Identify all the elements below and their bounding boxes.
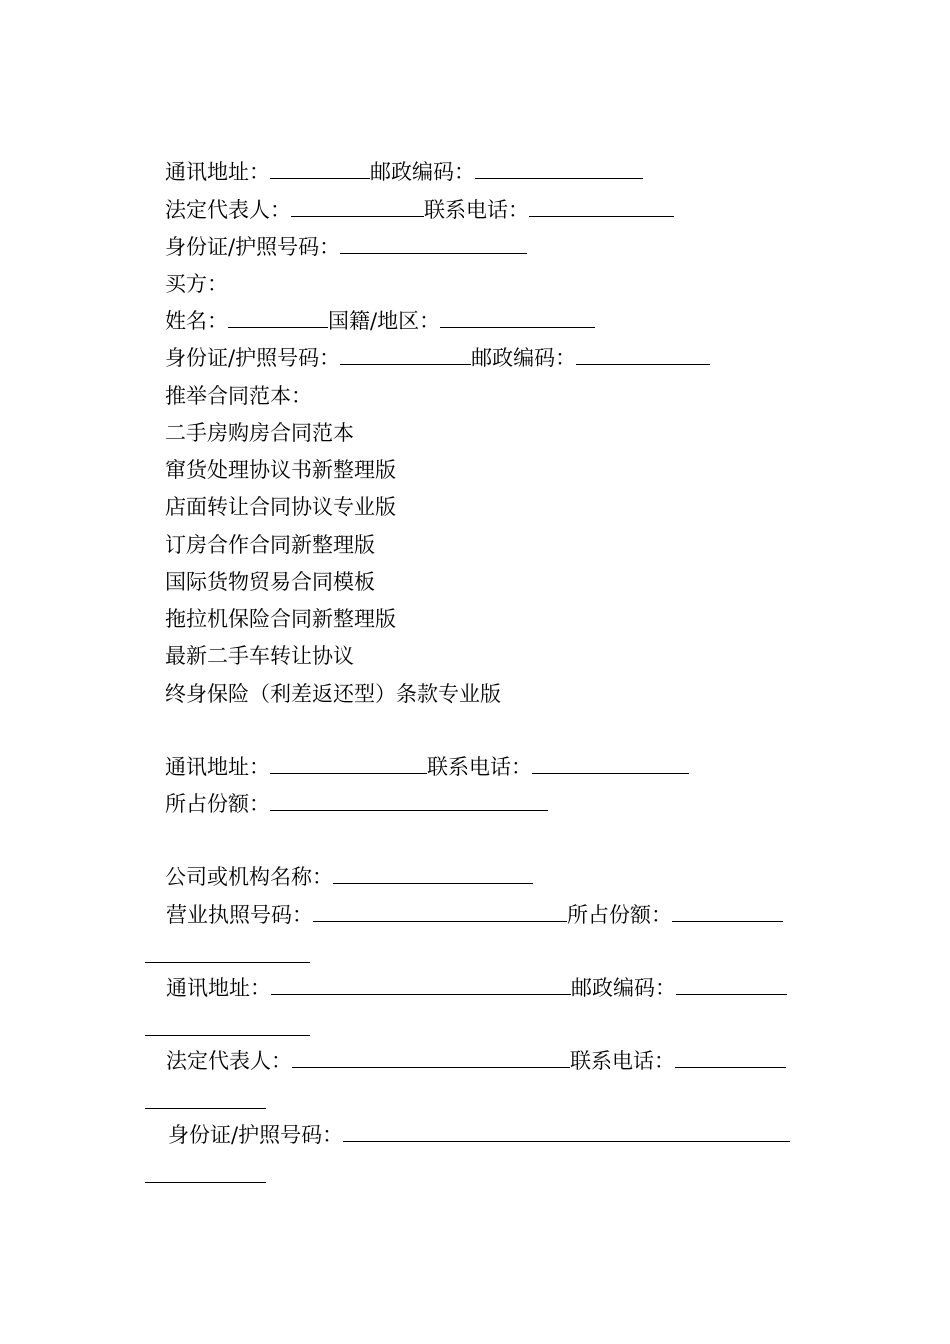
template-link[interactable]: 国际货物贸易合同模板 bbox=[165, 570, 375, 594]
seller-address-line bbox=[165, 156, 643, 188]
template-link[interactable]: 窜货处理协议书新整理版 bbox=[165, 458, 396, 482]
buyer-postcode-label: 邮政编码： bbox=[471, 346, 577, 370]
buyer-name-label: 姓名： bbox=[165, 309, 228, 333]
person-phone-blank[interactable] bbox=[532, 752, 689, 774]
seller-id-blank[interactable] bbox=[340, 232, 527, 254]
seller-postcode-label: 邮政编码： bbox=[370, 160, 475, 184]
company-phone-label: 联系电话： bbox=[570, 1049, 675, 1073]
person-address-label: 通讯地址： bbox=[165, 755, 270, 779]
seller-id-label: 身份证/护照号码： bbox=[165, 235, 341, 259]
company-address-line bbox=[166, 972, 787, 1004]
company-name-label: 公司或机构名称： bbox=[165, 865, 333, 889]
person-share-label: 所占份额： bbox=[165, 792, 270, 816]
buyer-id-blank[interactable] bbox=[340, 343, 471, 365]
company-license-blank[interactable] bbox=[313, 900, 567, 922]
company-share-label: 所占份额： bbox=[567, 903, 672, 927]
person-phone-label: 联系电话： bbox=[427, 755, 532, 779]
company-id-blank-continuation[interactable] bbox=[145, 1181, 266, 1183]
company-license-line bbox=[166, 899, 783, 931]
buyer-nationality-blank[interactable] bbox=[440, 306, 595, 328]
buyer-id-label: 身份证/护照号码： bbox=[165, 346, 341, 370]
buyer-heading: 买方： bbox=[165, 272, 228, 296]
template-link[interactable]: 订房合作合同新整理版 bbox=[165, 533, 375, 557]
recommend-heading: 推举合同范本： bbox=[165, 384, 312, 408]
company-share-blank-continuation[interactable] bbox=[145, 961, 310, 963]
person-address-line bbox=[165, 751, 689, 783]
company-id-blank[interactable] bbox=[343, 1120, 790, 1142]
company-name-blank[interactable] bbox=[333, 862, 533, 884]
seller-id-line bbox=[165, 231, 527, 263]
person-share-line bbox=[165, 788, 548, 820]
seller-legal-rep-label: 法定代表人： bbox=[165, 198, 291, 222]
company-address-label: 通讯地址： bbox=[166, 976, 271, 1000]
company-id-label: 身份证/护照号码： bbox=[168, 1123, 344, 1147]
template-link[interactable]: 拖拉机保险合同新整理版 bbox=[165, 607, 396, 631]
company-id-line bbox=[168, 1119, 790, 1151]
seller-address-blank[interactable] bbox=[270, 157, 370, 179]
person-share-blank[interactable] bbox=[270, 789, 548, 811]
company-share-blank[interactable] bbox=[672, 900, 783, 922]
seller-legal-rep-blank[interactable] bbox=[291, 195, 424, 217]
company-phone-blank[interactable] bbox=[675, 1046, 786, 1068]
company-postcode-blank-continuation[interactable] bbox=[145, 1034, 310, 1036]
buyer-id-line bbox=[165, 342, 710, 374]
company-legal-rep-label: 法定代表人： bbox=[166, 1049, 292, 1073]
seller-phone-blank[interactable] bbox=[529, 195, 674, 217]
person-address-blank[interactable] bbox=[270, 752, 427, 774]
seller-postcode-blank[interactable] bbox=[475, 157, 643, 179]
buyer-name-line bbox=[165, 305, 595, 337]
seller-phone-label: 联系电话： bbox=[424, 198, 529, 222]
company-legal-rep-line bbox=[166, 1045, 786, 1077]
template-link[interactable]: 店面转让合同协议专业版 bbox=[165, 495, 396, 519]
company-legal-rep-blank[interactable] bbox=[292, 1046, 570, 1068]
company-license-label: 营业执照号码： bbox=[166, 903, 313, 927]
company-postcode-label: 邮政编码： bbox=[571, 976, 676, 1000]
buyer-postcode-blank[interactable] bbox=[576, 343, 710, 365]
template-link[interactable]: 终身保险（利差返还型）条款专业版 bbox=[165, 682, 501, 706]
buyer-nationality-label: 国籍/地区： bbox=[328, 309, 441, 333]
company-name-line bbox=[165, 861, 533, 893]
seller-address-label: 通讯地址： bbox=[165, 160, 270, 184]
template-link[interactable]: 最新二手车转让协议 bbox=[165, 644, 354, 668]
company-postcode-blank[interactable] bbox=[676, 973, 787, 995]
company-phone-blank-continuation[interactable] bbox=[145, 1107, 266, 1109]
seller-legal-rep-line bbox=[165, 194, 674, 226]
company-address-blank[interactable] bbox=[271, 973, 571, 995]
template-link[interactable]: 二手房购房合同范本 bbox=[165, 421, 354, 445]
buyer-name-blank[interactable] bbox=[228, 306, 328, 328]
